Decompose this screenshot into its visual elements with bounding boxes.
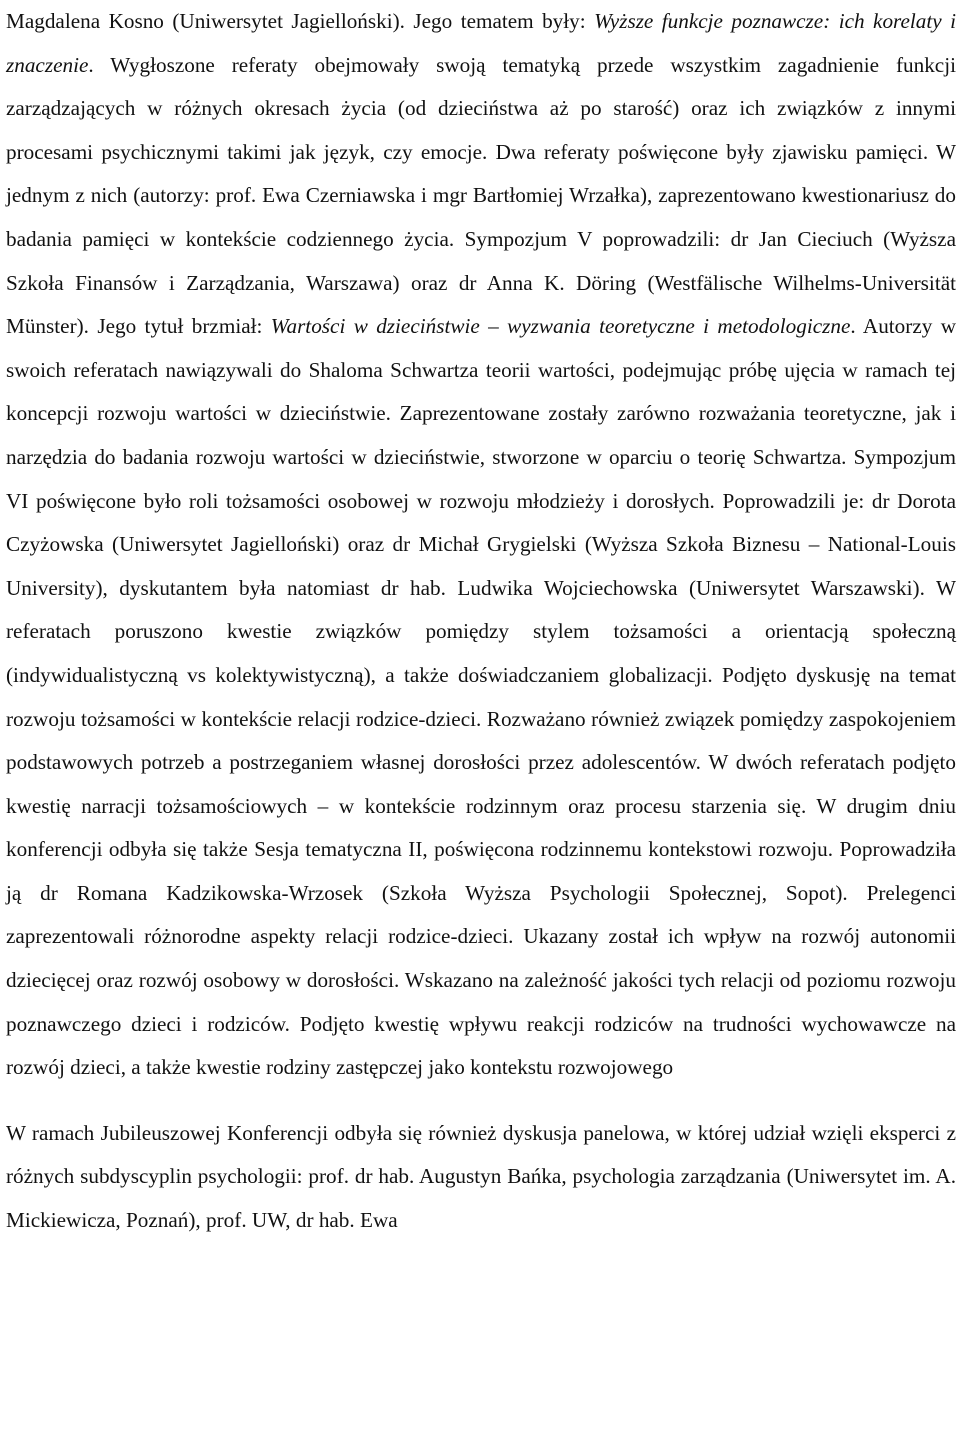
text-run: . Autorzy w swoich referatach nawiązywali do Shaloma Schwartza teorii wartości, podejmując próbę ujęcia w ramach tej koncepcji rozwoju wartości w dzieciństwie. Zaprezentowane zostały zarówno rozważania teoretyczne, jak i narzędzia do badania rozwoju wartości w dzieciństwie, stworzone w oparciu o teorię Schwartza. Sympozjum VI poświęcone było roli tożsamości osobowej w rozwoju młodzieży i dorosłych. Poprowadzili je: dr Dorota Czyżowska (Uniwersytet Jagielloński) oraz dr Michał Grygielski (Wyższa Szkoła Biznesu – National-Louis University), dyskutantem była natomiast dr hab. Ludwika Wojciechowska (Uniwersytet Warszawski). W referatach poruszono kwestie związków pomiędzy stylem tożsamości a orientacją społeczną (indywidualistyczną vs kolektywistyczną), a także doświadczaniem globalizacji. Podjęto dyskusję na temat rozwoju tożsamości w kontekście relacji rodzice-dzieci. Rozważano również związek pomiędzy zaspokojeniem podstawowych potrzeb a postrzeganiem własnej dorosłości przez adolescentów. W dwóch referatach podjęto kwestię narracji tożsamościowych – w kontekście rodzinnym oraz procesu starzenia się. W drugim dniu konferencji odbyła się także Sesja tematyczna II, poświęcona rodzinnemu kontekstowi rozwoju. Poprowadziła ją dr Romana Kadzikowska-Wrzosek (Szkoła Wyższa Psychologii Społecznej, Sopot). Prelegenci zaprezentowali różnorodne aspekty relacji rodzice-dzieci. Ukazany został ich wpływ na rozwój autonomii dziecięcej oraz rozwój osobowy w dorosłości. Wskazano na zależność jakości tych relacji od poziomu rozwoju poznawczego dzieci i rodziców. Podjęto kwestię wpływu reakcji rodziców na trudności wychowawcze na rozwój dzieci, a także kwestie rodziny zastępczej jako kontekstu rozwojowego	[6, 314, 956, 1080]
symposium-title-italic: Wartości w dzieciństwie – wyzwania teoretyczne i metodologiczne	[270, 314, 851, 339]
symposium-title-italic: Wyższe funkcje poznawcze: ich korelaty i znaczenie	[6, 9, 956, 77]
paragraph-panel-discussion	[6, 1112, 956, 1243]
paragraph-symposia	[6, 0, 956, 1090]
text-run: W ramach Jubileuszowej Konferencji odbyła się również dyskusja panelowa, w której udział wzięli eksperci z różnych subdyscyplin psychologii: prof. dr hab. Augustyn Bańka, psychologia zarządzania (Uniwersytet im. A. Mickiewicza, Poznań), prof. UW, dr hab. Ewa	[6, 1120, 956, 1233]
text-run: Magdalena Kosno (Uniwersytet Jagielloński). Jego tematem były:	[6, 9, 595, 33]
document-page	[6, 0, 956, 1243]
text-run: . Wygłoszone referaty obejmowały swoją tematyką przede wszystkim zagadnienie funkcji zarządzających w różnych okresach życia (od dzieciństwa aż po starość) oraz ich związków z innymi procesami psychicznymi takimi jak język, czy emocje. Dwa referaty poświęcone były zjawisku pamięci. W jednym z nich (autorzy: prof. Ewa Czerniawska i mgr Bartłomiej Wrzałka), zaprezentowano kwestionariusz do badania pamięci w kontekście codziennego życia. Sympozjum V poprowadzili: dr Jan Cieciuch (Wyższa Szkoła Finansów i Zarządzania, Warszawa) oraz dr Anna K. Döring (Westfälische Wilhelms-Universität Münster). Jego tytuł brzmiał:	[6, 52, 956, 339]
